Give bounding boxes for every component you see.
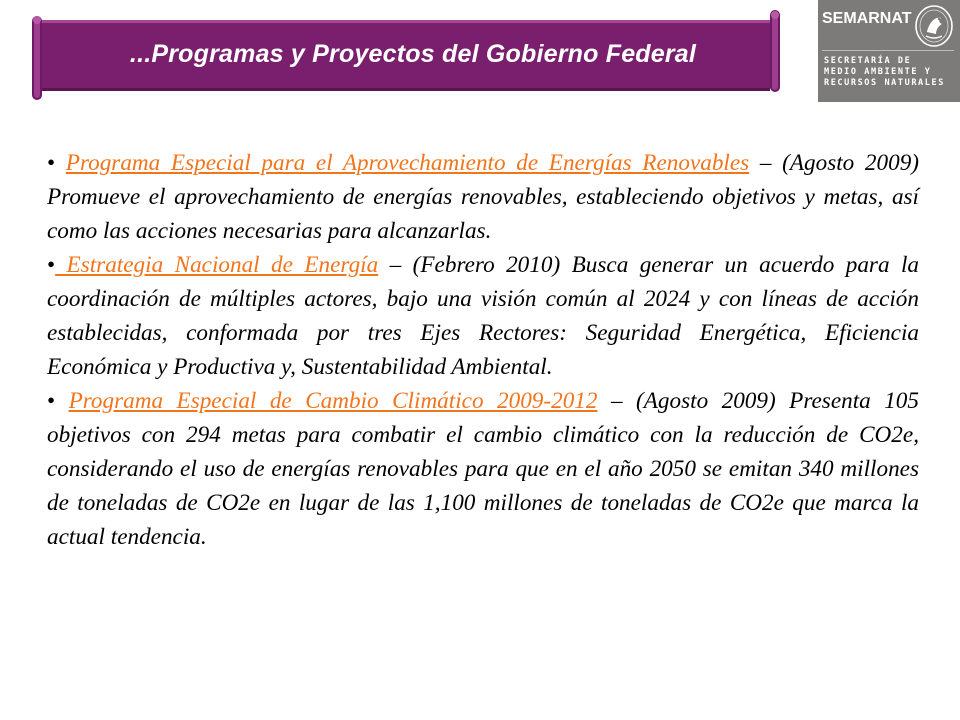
page-title: ...Programas y Proyectos del Gobierno Federal (129, 40, 697, 68)
logo-subtitle-line: SECRETARÍA DE (824, 56, 912, 66)
bullet-icon: • (47, 388, 56, 414)
title-banner (30, 10, 782, 102)
bullet-icon: • (47, 252, 56, 278)
mexican-coat-of-arms-icon (914, 4, 954, 48)
bullet-item (47, 384, 919, 554)
bullet-text: – (Febrero 2010) Busca generar un acuerdo para la coordinación de múltiples actores, bajo una visión común al 2024 y con líneas de acción establecidas, conformada por tres Ejes Rectores: Seguridad Energética, Eficiencia Económica y Productiva y, Sustentabilidad Ambiental. (47, 252, 920, 380)
bullet-item (47, 248, 919, 384)
logo-subtitle-line: RECURSOS NATURALES (824, 78, 945, 88)
bullet-item (47, 146, 919, 248)
program-link-energy-strategy[interactable]: Estrategia Nacional de Energía (55, 252, 379, 278)
logo-subtitle (824, 56, 945, 89)
program-link-renewables[interactable]: Programa Especial para el Aprovechamiento de Energías Renovables (65, 150, 750, 176)
content-body (47, 146, 919, 554)
program-link-climate-change[interactable]: Programa Especial de Cambio Climático 2009-2012 (68, 388, 598, 414)
bullet-text: – (Agosto 2009) Promueve el aprovechamiento de energías renovables, estableciendo objetivos y metas, así como las acciones necesarias para alcanzarlas. (47, 150, 920, 244)
logo-divider (822, 50, 954, 51)
bullet-text: – (Agosto 2009) Presenta 105 objetivos con 294 metas para combatir el cambio climático con la reducción de CO2e, considerando el uso de energías renovables para que en el año 2050 se emitan 340 millones de toneladas de CO2e en lugar de las 1,100 millones de toneladas de CO2e que marca la actual tendencia. (47, 388, 919, 550)
bullet-icon: • (47, 150, 56, 176)
logo-subtitle-line: MEDIO AMBIENTE Y (824, 67, 932, 77)
semarnat-logo (818, 0, 960, 102)
logo-name: SEMARNAT (822, 10, 912, 27)
